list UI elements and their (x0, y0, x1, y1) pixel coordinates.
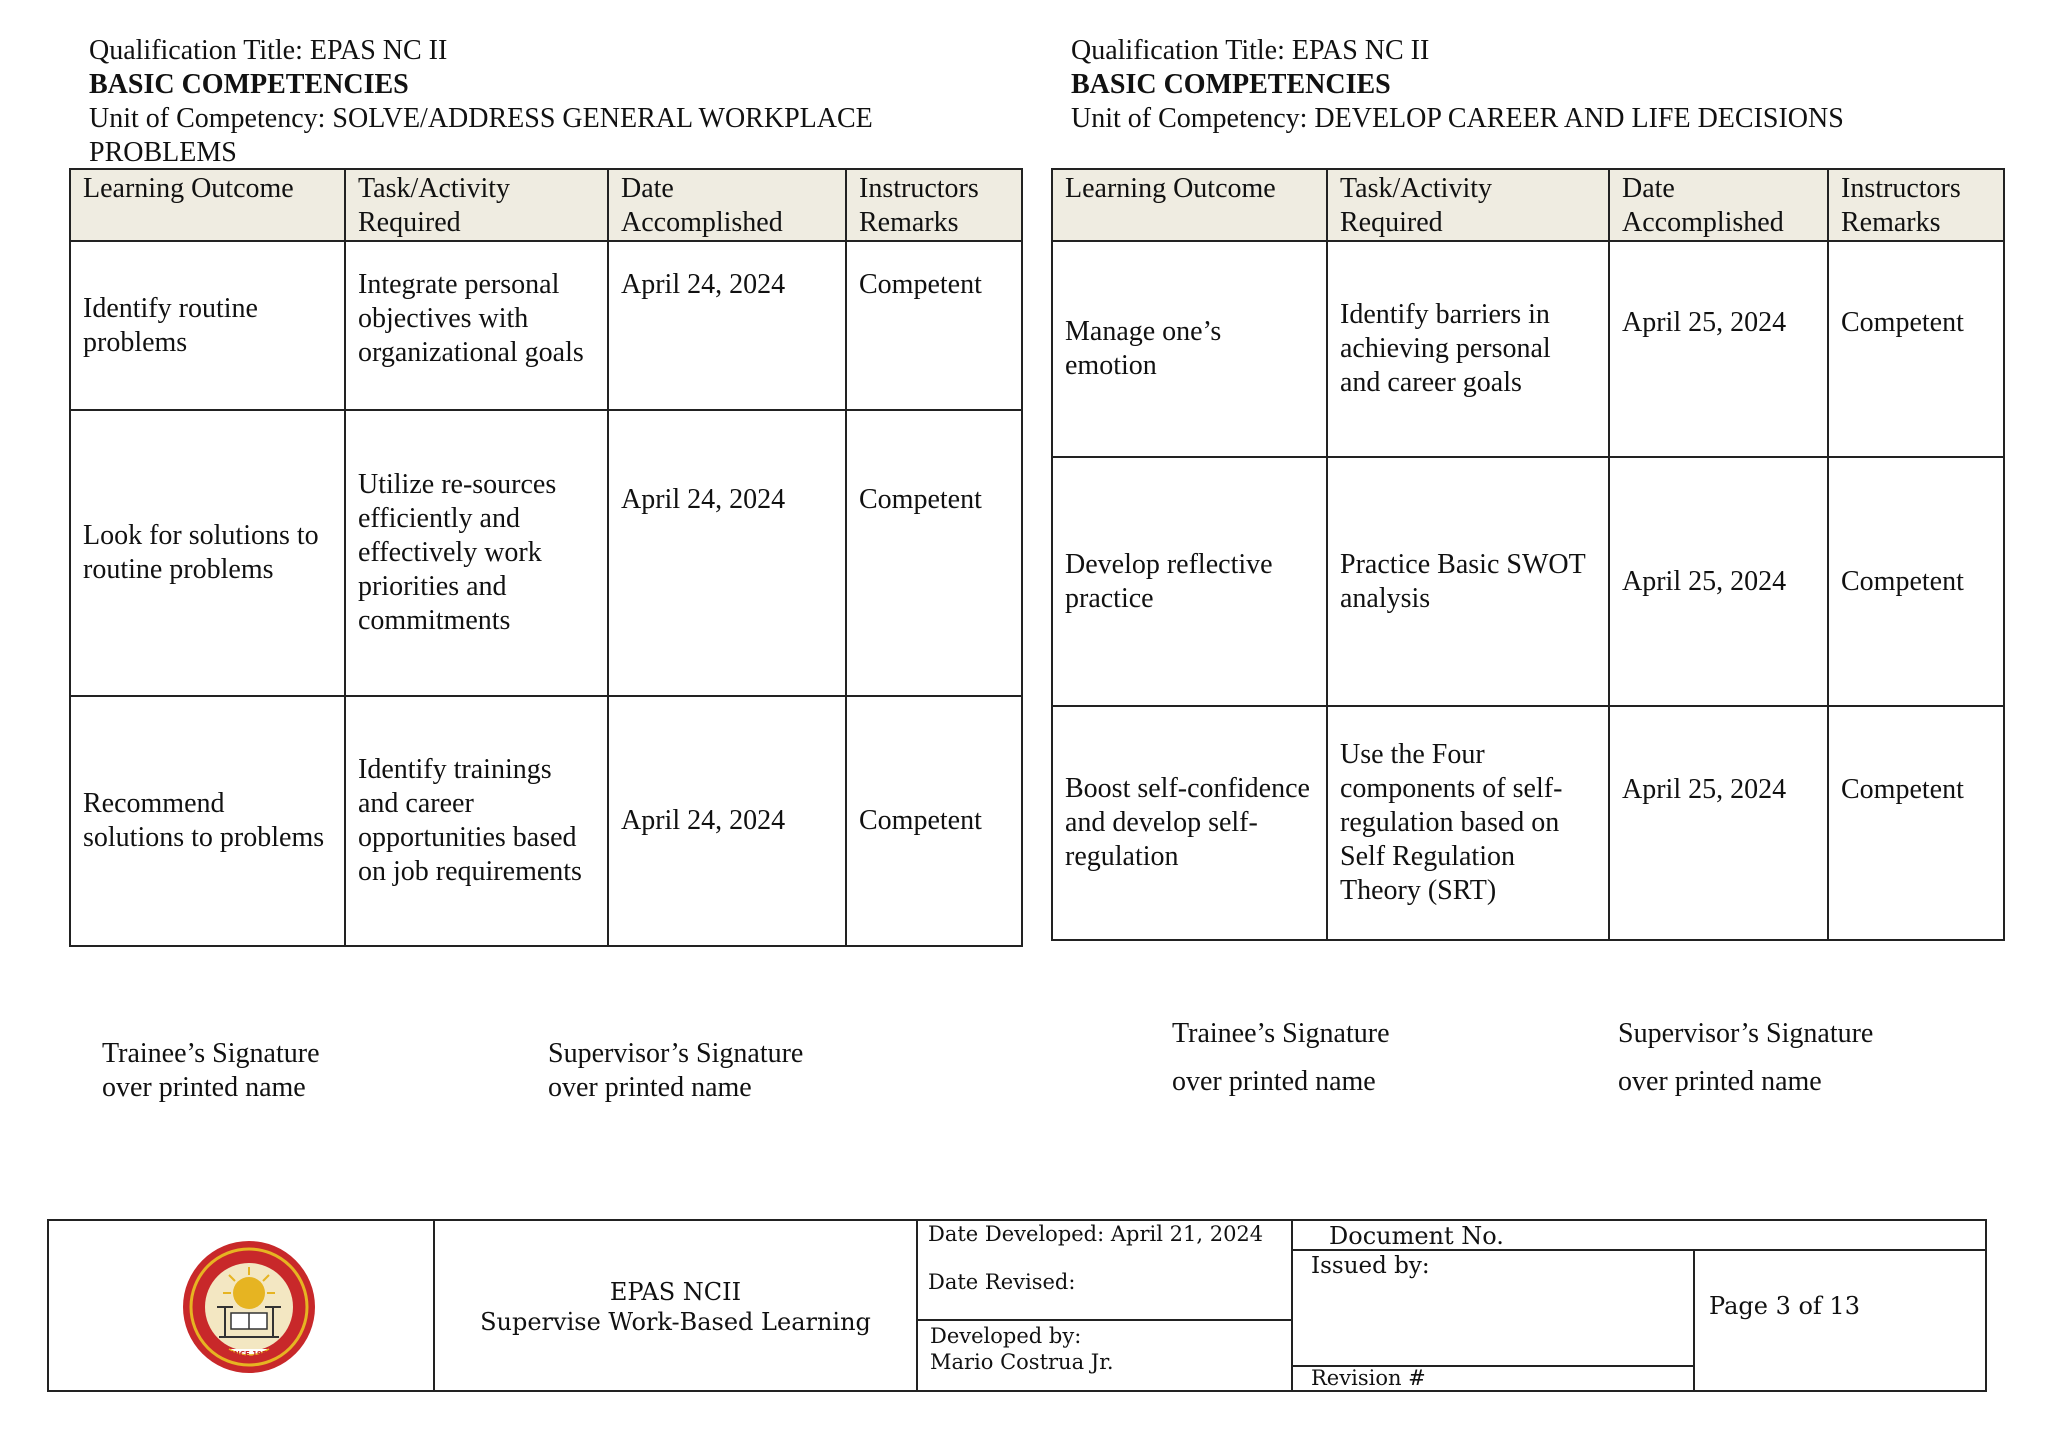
date-cell: April 25, 2024 (1609, 241, 1828, 457)
document-no-cell (1293, 1221, 1985, 1251)
outcome-cell: Develop reflective practice (1052, 457, 1327, 706)
logo-cell (49, 1221, 435, 1390)
remarks-cell: Competent (846, 696, 1022, 946)
school-seal-logo (179, 1237, 319, 1377)
footer-dates-cell (918, 1221, 1293, 1321)
outcome-cell: Manage one’s emotion (1052, 241, 1327, 457)
header-date-accomplished: Date Accomplished (608, 169, 846, 241)
header-instructors-remarks: Instructors Remarks (846, 169, 1022, 241)
supervisor-signature-label: Supervisor’s Signature (548, 1038, 804, 1069)
date-cell: April 24, 2024 (608, 696, 846, 946)
table-row (1052, 457, 2004, 706)
left-competency-table (69, 168, 1023, 947)
over-printed-name-label: over printed name (1618, 1066, 1822, 1097)
issued-by-label: Issued by: (1311, 1253, 1430, 1279)
trainee-signature-label: Trainee’s Signature (1172, 1018, 1390, 1049)
header-task-activity: Task/Activity Required (1327, 169, 1609, 241)
table-header-row (70, 169, 1022, 241)
date-cell: April 25, 2024 (1609, 457, 1828, 706)
over-printed-name-label: over printed name (102, 1072, 306, 1103)
left-basic-competencies: BASIC COMPETENCIES (89, 69, 409, 100)
header-date-accomplished: Date Accomplished (1609, 169, 1828, 241)
table-row (70, 241, 1022, 410)
date-revised: Date Revised: (928, 1270, 1076, 1294)
supervisor-signature-label: Supervisor’s Signature (1618, 1018, 1874, 1049)
right-trainee-signature (1172, 1017, 1390, 1099)
page-number: Page 3 of 13 (1709, 1292, 1860, 1320)
footer-title-line2: Supervise Work-Based Learning (480, 1308, 871, 1336)
document-no-label: Document No. (1329, 1222, 1504, 1250)
left-trainee-signature (102, 1037, 320, 1105)
remarks-cell: Competent (1828, 706, 2004, 940)
document-footer (47, 1219, 1987, 1392)
task-cell: Integrate personal objectives with organizational goals (345, 241, 608, 410)
developer-name: Mario Costrua Jr. (930, 1350, 1114, 1374)
revision-label: Revision # (1311, 1366, 1426, 1390)
right-supervisor-signature (1618, 1017, 1873, 1099)
right-basic-competencies: BASIC COMPETENCIES (1071, 69, 1391, 100)
page-number-cell (1695, 1251, 1985, 1390)
table-row (1052, 706, 2004, 940)
remarks-cell: Competent (1828, 457, 2004, 706)
task-cell: Practice Basic SWOT analysis (1327, 457, 1609, 706)
left-qualification-title: Qualification Title: EPAS NC II (89, 35, 448, 66)
outcome-cell: Look for solutions to routine problems (70, 410, 345, 696)
seal-since-text: SINCE 1957 (226, 1350, 272, 1358)
issued-by-cell (1293, 1251, 1695, 1367)
footer-title-cell (435, 1221, 918, 1390)
remarks-cell: Competent (846, 241, 1022, 410)
date-cell: April 24, 2024 (608, 410, 846, 696)
header-learning-outcome: Learning Outcome (70, 169, 345, 241)
footer-developer-cell (918, 1321, 1293, 1390)
right-unit-of-competency: Unit of Competency: DEVELOP CAREER AND LIFE DECISIONS (1071, 103, 1844, 134)
task-cell: Identify barriers in achieving personal and career goals (1327, 241, 1609, 457)
left-supervisor-signature (548, 1037, 803, 1105)
developed-by-label: Developed by: (930, 1324, 1082, 1348)
left-unit-of-competency-cont: PROBLEMS (89, 137, 237, 168)
header-instructors-remarks: Instructors Remarks (1828, 169, 2004, 241)
left-unit-of-competency: Unit of Competency: SOLVE/ADDRESS GENERAL WORKPLACE (89, 103, 873, 134)
revision-cell (1293, 1367, 1695, 1390)
header-task-activity: Task/Activity Required (345, 169, 608, 241)
header-learning-outcome: Learning Outcome (1052, 169, 1327, 241)
date-cell: April 25, 2024 (1609, 706, 1828, 940)
table-header-row (1052, 169, 2004, 241)
right-competency-table (1051, 168, 2005, 941)
task-cell: Identify trainings and career opportunities based on job requirements (345, 696, 608, 946)
task-cell: Use the Four components of self-regulation based on Self Regulation Theory (SRT) (1327, 706, 1609, 940)
trainee-signature-label: Trainee’s Signature (102, 1038, 320, 1069)
outcome-cell: Boost self-confidence and develop self-regulation (1052, 706, 1327, 940)
over-printed-name-label: over printed name (548, 1072, 752, 1103)
over-printed-name-label: over printed name (1172, 1066, 1376, 1097)
table-row (70, 410, 1022, 696)
date-cell: April 24, 2024 (608, 241, 846, 410)
remarks-cell: Competent (846, 410, 1022, 696)
table-row (70, 696, 1022, 946)
footer-title-line1: EPAS NCII (609, 1278, 742, 1306)
outcome-cell: Identify routine problems (70, 241, 345, 410)
task-cell: Utilize re-sources efficiently and effectively work priorities and commitments (345, 410, 608, 696)
right-qualification-title: Qualification Title: EPAS NC II (1071, 35, 1430, 66)
table-row (1052, 241, 2004, 457)
remarks-cell: Competent (1828, 241, 2004, 457)
outcome-cell: Recommend solutions to problems (70, 696, 345, 946)
date-developed: Date Developed: April 21, 2024 (928, 1222, 1264, 1246)
